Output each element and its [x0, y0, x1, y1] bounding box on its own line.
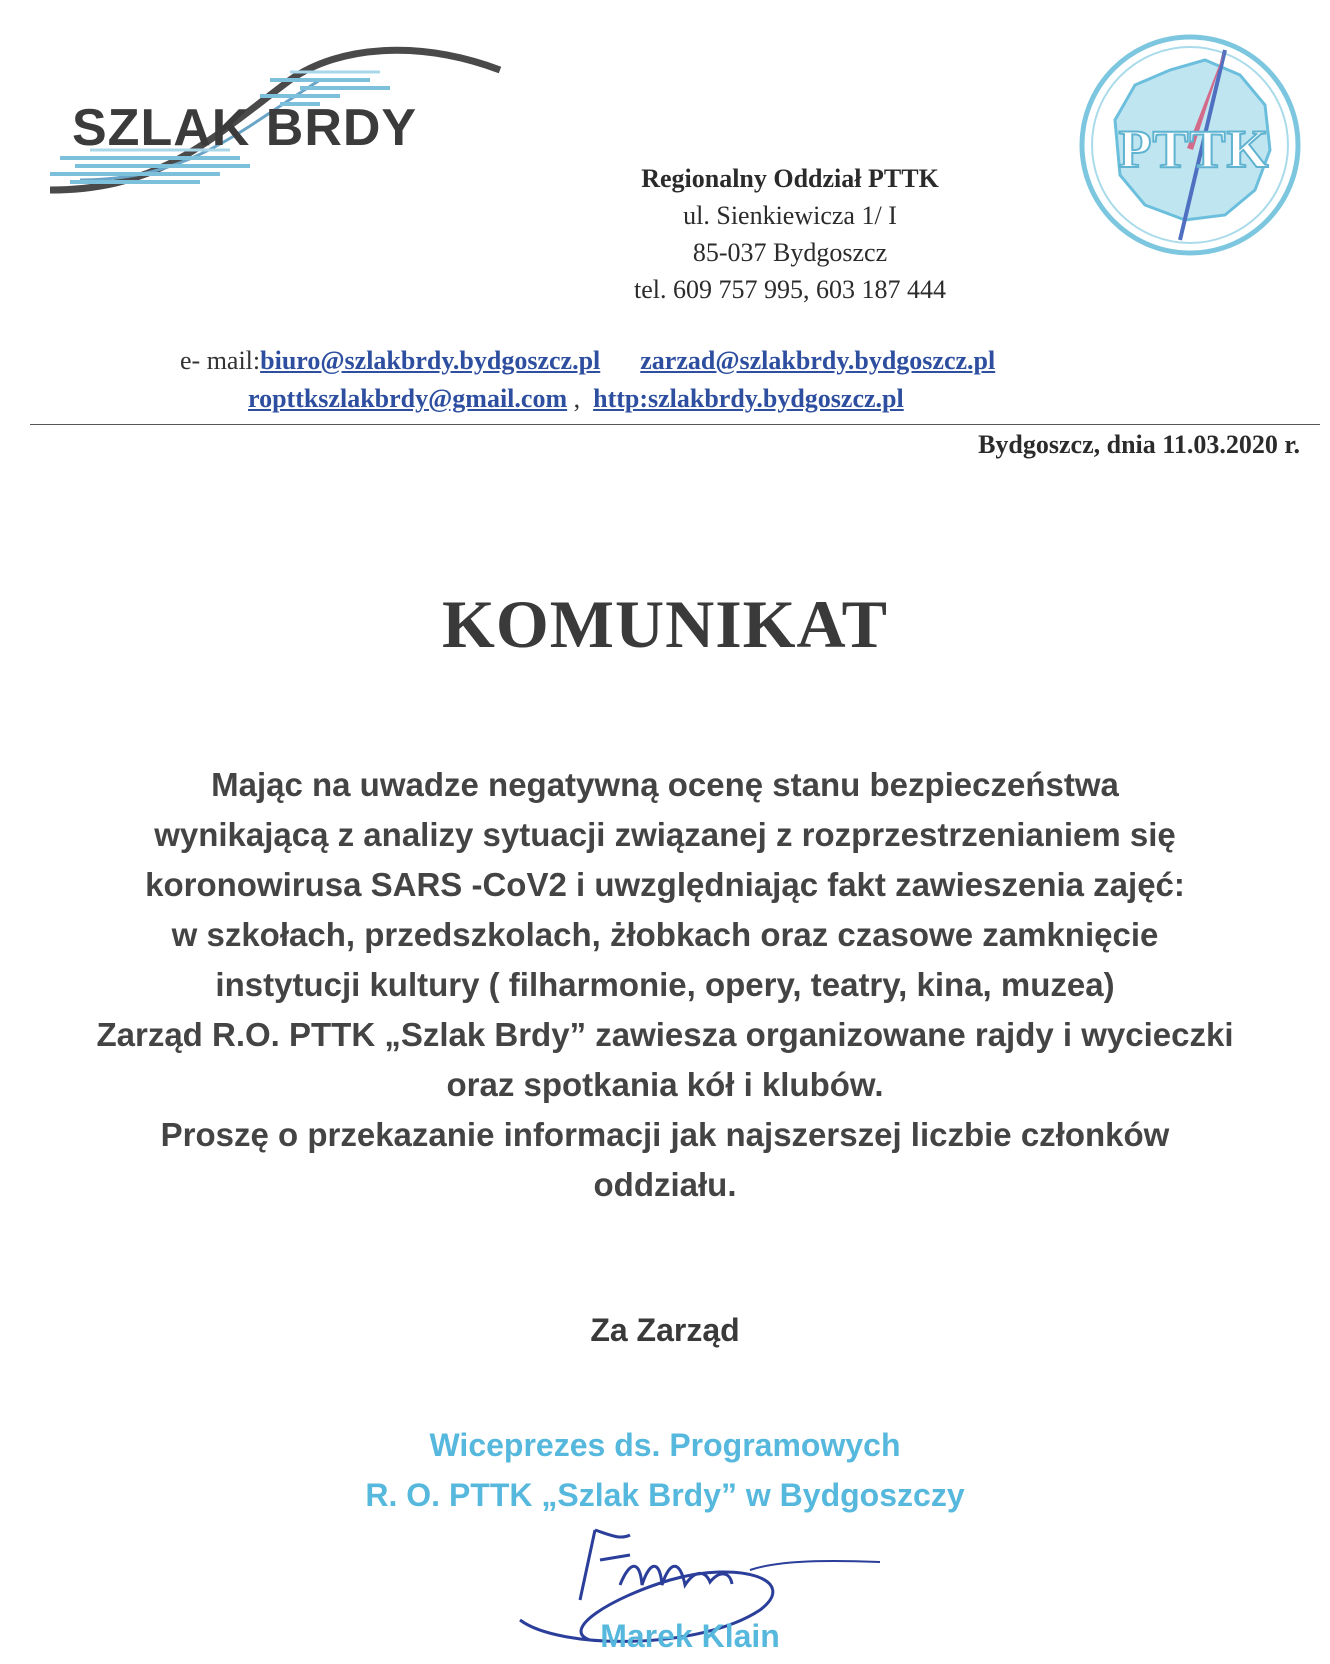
- pttk-logo-text: PTTK: [1118, 119, 1270, 179]
- organization-address: [560, 160, 1020, 308]
- email-link-biuro[interactable]: biuro@szlakbrdy.bydgoszcz.pl: [260, 346, 601, 375]
- announcement-body: [30, 760, 1300, 1210]
- document-title: KOMUNIKAT: [442, 586, 888, 662]
- body-line: oddziału.: [593, 1166, 737, 1203]
- document-date: Bydgoszcz, dnia 11.03.2020 r.: [978, 430, 1300, 459]
- body-line: wynikającą z analizy sytuacji związanej z rozprzestrzenianiem się: [154, 816, 1176, 853]
- contact-links-line: [248, 384, 1148, 414]
- address-street: ul. Sienkiewicza 1/ I: [683, 201, 897, 230]
- body-line: Mając na uwadze negatywną ocenę stanu bezpieczeństwa: [211, 766, 1119, 803]
- email-label: e- mail:: [180, 346, 261, 375]
- logo-text: SZLAK BRDY: [72, 99, 418, 157]
- pttk-logo: [1075, 30, 1305, 260]
- phone-numbers: tel. 609 757 995, 603 187 444: [634, 275, 946, 304]
- website-link[interactable]: http:szlakbrdy.bydgoszcz.pl: [593, 384, 904, 413]
- address-city: 85-037 Bydgoszcz: [692, 238, 888, 267]
- signer-name: Marek Klain: [600, 1618, 780, 1654]
- body-line: oraz spotkania kół i klubów.: [446, 1066, 884, 1103]
- body-line: Proszę o przekazanie informacji jak najszerszej liczbie członków: [160, 1116, 1170, 1153]
- stamp-line: Wiceprezes ds. Programowych: [429, 1427, 901, 1463]
- email-line: [180, 346, 1240, 376]
- szlak-brdy-logo: [40, 40, 510, 210]
- body-line: Zarząd R.O. PTTK „Szlak Brdy” zawiesza organizowane rajdy i wycieczki: [96, 1016, 1234, 1053]
- organization-name: Regionalny Oddział PTTK: [641, 164, 939, 193]
- body-line: instytucji kultury ( filharmonie, opery, teatry, kina, muzea): [215, 966, 1115, 1003]
- stamp-line: R. O. PTTK „Szlak Brdy” w Bydgoszczy: [365, 1477, 965, 1513]
- header-divider: [30, 424, 1320, 425]
- separator: ,: [567, 384, 594, 413]
- body-line: w szkołach, przedszkolach, żłobkach oraz czasowe zamknięcie: [171, 916, 1159, 953]
- email-link-zarzad[interactable]: zarzad@szlakbrdy.bydgoszcz.pl: [640, 346, 996, 375]
- signature-intro: Za Zarząd: [590, 1312, 740, 1348]
- email-link-gmail[interactable]: ropttkszlakbrdy@gmail.com: [248, 384, 568, 413]
- body-line: koronowirusa SARS -CoV2 i uwzględniając fakt zawieszenia zajęć:: [145, 866, 1185, 903]
